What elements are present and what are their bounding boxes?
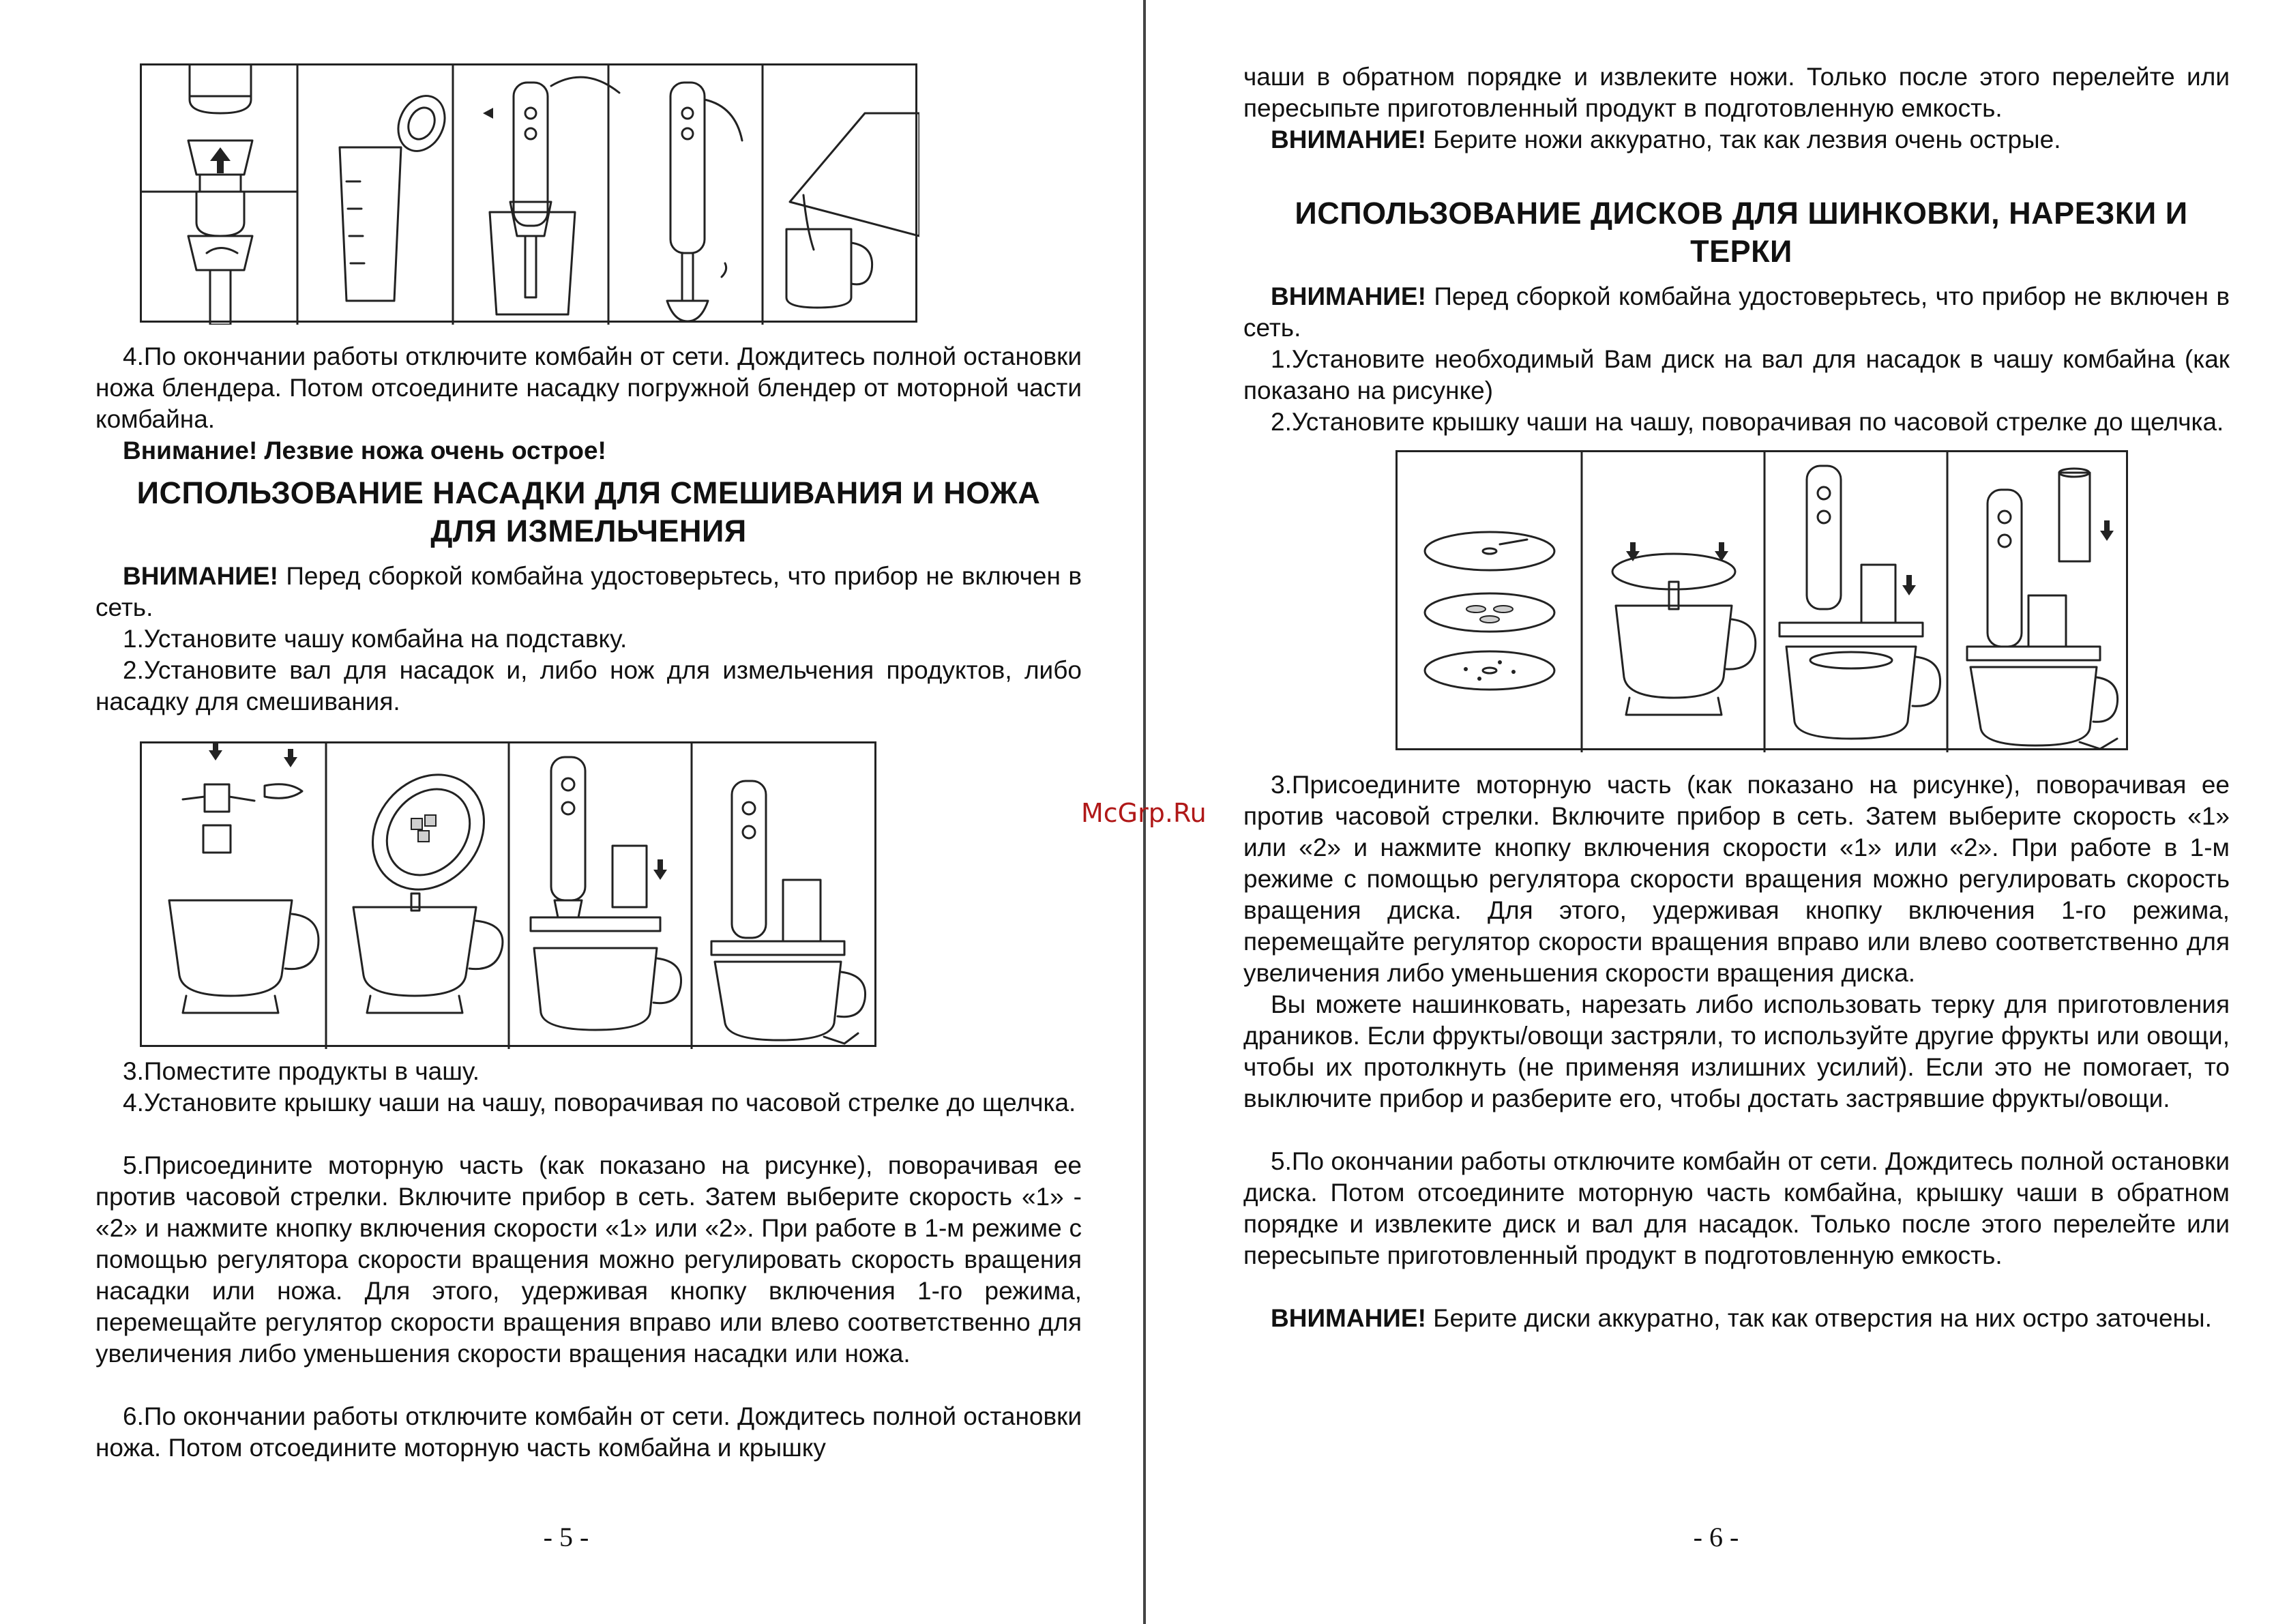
step-3-motor-disc: 3.Присоедините моторную часть (как показано на рисунке), поворачивая ее против часовой стрелки. Включите прибор в сеть. Затем выберите скорость «1» или «2» и нажмите кнопку включения скорости «1» или «2». При работе в 1-м режиме с помощью регулятора скорости вращения можно регулировать скорость вращения диска. Для этого, удерживая кнопку включения 1-го режима, перемещайте регулятор скорости вращения вправо или влево соответственно для увеличения либо уменьшения скорости вращения диска. <box>1243 771 2230 987</box>
heading-mixing-knife: ИСПОЛЬЗОВАНИЕ НАСАДКИ ДЛЯ СМЕШИВАНИЯ И НОЖА ДЛЯ ИЗМЕЛЬЧЕНИЯ <box>136 475 1041 548</box>
figure-chopper-assembly-drawing <box>142 743 878 1049</box>
step-3-products: 3.Поместите продукты в чашу. <box>123 1057 479 1085</box>
step-1-bowl: 1.Установите чашу комбайна на подставку. <box>123 625 627 653</box>
step-5-finish-disc: 5.По окончании работы отключите комбайн от сети. Дождитесь полной остановки диска. Потом отсоедините моторную часть комбайна, крышку чаши в обратном порядке и извлеките диск и вал для насадок. Только после этого перелейте или пересыпьте приготовленный продукт в подготовленную емкость. <box>1243 1147 2230 1269</box>
warning-blade-text: Внимание! Лезвие ножа очень острое! <box>123 437 606 464</box>
watermark-mcgrp: McGrp.Ru <box>1081 798 1207 828</box>
step-5-motor: 5.Присоедините моторную часть (как показано на рисунке), поворачивая ее против часовой стрелки. Включите прибор в сеть. Затем выберите скорость «1» - «2» и нажмите кнопку включения скорости «1» или «2». При работе в 1-м режиме с помощью регулятора скорости вращения можно регулировать скорость вращения насадки или ножа. Для этого, удерживая кнопку включения 1-го режима, перемещайте регулятор скорости вращения вправо или влево соответственно для увеличения либо уменьшения скорости вращения насадки или ножа. <box>95 1151 1082 1368</box>
page-number-5: - 5 - <box>543 1522 589 1552</box>
step-2-shaft: 2.Установите вал для насадок и, либо нож для измельчения продуктов, либо насадку для смешивания. <box>95 656 1082 715</box>
step-6-finish: 6.По окончании работы отключите комбайн от сети. Дождитесь полной остановки ножа. Потом отсоедините моторную часть комбайна и крышку <box>95 1402 1082 1462</box>
step-4-lid: 4.Установите крышку чаши на чашу, поворачивая по часовой стрелке до щелчка. <box>123 1089 1076 1117</box>
page-6 <box>1146 0 2289 1624</box>
attention-before-assembly: ВНИМАНИЕ! Перед сборкой комбайна удостоверьтесь, что прибор не включен в сеть. <box>95 562 1082 621</box>
attention-knives: ВНИМАНИЕ! Берите ножи аккуратно, так как лезвия очень острые. <box>1271 126 2061 153</box>
page-number-6: - 6 - <box>1693 1522 1739 1552</box>
figure-disc-assembly-drawing <box>1398 452 2130 752</box>
attention-before-assembly-discs: ВНИМАНИЕ! Перед сборкой комбайна удостоверьтесь, что прибор не включен в сеть. <box>1243 282 2230 342</box>
step-1-disc: 1.Установите необходимый Вам диск на вал для насадок в чашу комбайна (как показано на рисунке) <box>1243 345 2230 404</box>
step-6-continuation: чаши в обратном порядке и извлеките ножи. Только после этого перелейте или пересыпьте приготовленный продукт в подготовленную емкость. <box>1243 63 2230 122</box>
figure-blender-detach <box>140 63 917 323</box>
step-4-blender-text: 4.По окончании работы отключите комбайн от сети. Дождитесь полной остановки ножа блендера. Потом отсоедините насадку погружной блендер от моторной части комбайна. <box>95 342 1082 433</box>
attention-discs: ВНИМАНИЕ! Берите диски аккуратно, так как отверстия на них остро заточены. <box>1271 1304 2212 1332</box>
figure-disc-assembly <box>1395 450 2128 750</box>
heading-discs: ИСПОЛЬЗОВАНИЕ ДИСКОВ ДЛЯ ШИНКОВКИ, НАРЕЗКИ И ТЕРКИ <box>1295 196 2188 269</box>
shredding-tips: Вы можете нашинковать, нарезать либо использовать терку для приготовления драников. Если фрукты/овощи застряли, то используйте другие фрукты или овощи, чтобы их протолкнуть (не применяя излишних усилий). Если это не помогает, то выключите прибор и разберите его, чтобы достать застрявшие фрукты/овощи. <box>1243 990 2230 1112</box>
page-5 <box>0 0 1143 1624</box>
figure-blender-detach-drawing <box>142 65 919 325</box>
figure-chopper-assembly <box>140 741 876 1047</box>
step-2-lid: 2.Установите крышку чаши на чашу, поворачивая по часовой стрелке до щелчка. <box>1271 408 2224 436</box>
